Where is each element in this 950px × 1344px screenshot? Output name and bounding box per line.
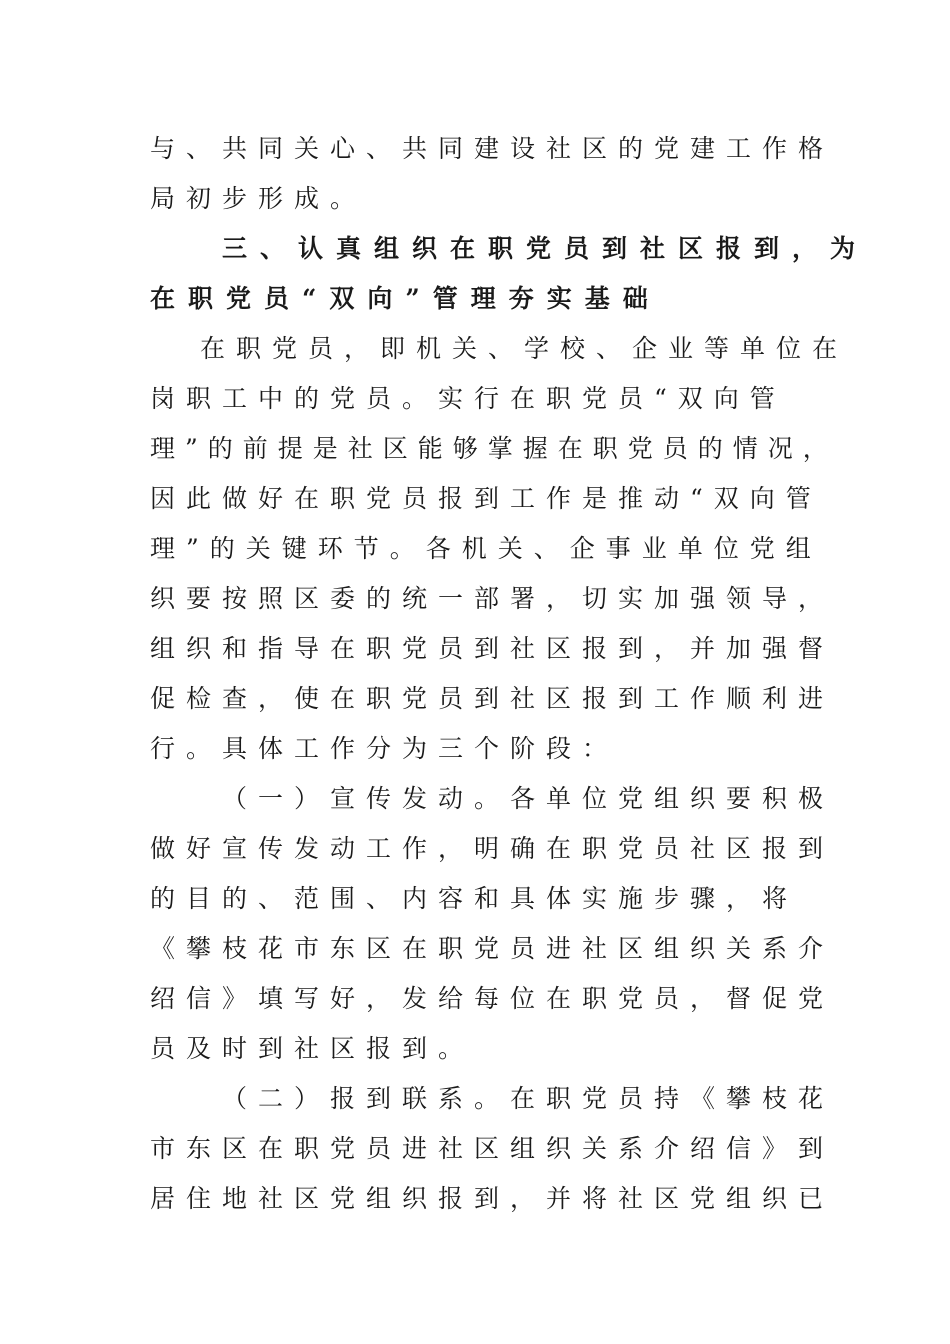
body-text-line: 绍信》填写好，发给每位在职党员，督促党 xyxy=(150,984,835,1013)
body-text-line: 组织和指导在职党员到社区报到，并加强督 xyxy=(150,634,835,663)
body-text-line: 局初步形成。 xyxy=(150,184,367,213)
body-text-line: 与、共同关心、共同建设社区的党建工作格 xyxy=(150,134,835,163)
body-text-line: 的目的、范围、内容和具体实施步骤，将 xyxy=(150,884,799,913)
body-text-line: （二）报到联系。在职党员持《攀枝花 xyxy=(222,1084,835,1113)
body-text-line: 《攀枝花市东区在职党员进社区组织关系介 xyxy=(150,934,835,963)
body-text-line: 织要按照区委的统一部署，切实加强领导， xyxy=(150,584,835,613)
section-heading-line: 在职党员“双向”管理夯实基础 xyxy=(150,284,661,313)
body-text-line: 理”的关键环节。各机关、企事业单位党组 xyxy=(150,534,822,563)
body-text-line: 市东区在职党员进社区组织关系介绍信》到 xyxy=(150,1134,835,1163)
body-text-line: 行。具体工作分为三个阶段： xyxy=(150,734,619,763)
body-text-line: 做好宣传发动工作，明确在职党员社区报到 xyxy=(150,834,835,863)
body-text-line: 在职党员，即机关、学校、企业等单位在 xyxy=(200,334,849,363)
section-heading-line: 三、认真组织在职党员到社区报到，为 xyxy=(222,234,869,263)
body-text-line: 居住地社区党组织报到，并将社区党组织已 xyxy=(150,1184,835,1213)
body-text-line: 理”的前提是社区能够掌握在职党员的情况， xyxy=(150,434,838,463)
body-text-line: 员及时到社区报到。 xyxy=(150,1034,475,1063)
body-text-line: 促检查，使在职党员到社区报到工作顺利进 xyxy=(150,684,835,713)
body-text-line: 岗职工中的党员。实行在职党员“双向管 xyxy=(150,384,786,413)
body-text-line: 因此做好在职党员报到工作是推动“双向管 xyxy=(150,484,822,513)
body-text-line: （一）宣传发动。各单位党组织要积极 xyxy=(222,784,835,813)
